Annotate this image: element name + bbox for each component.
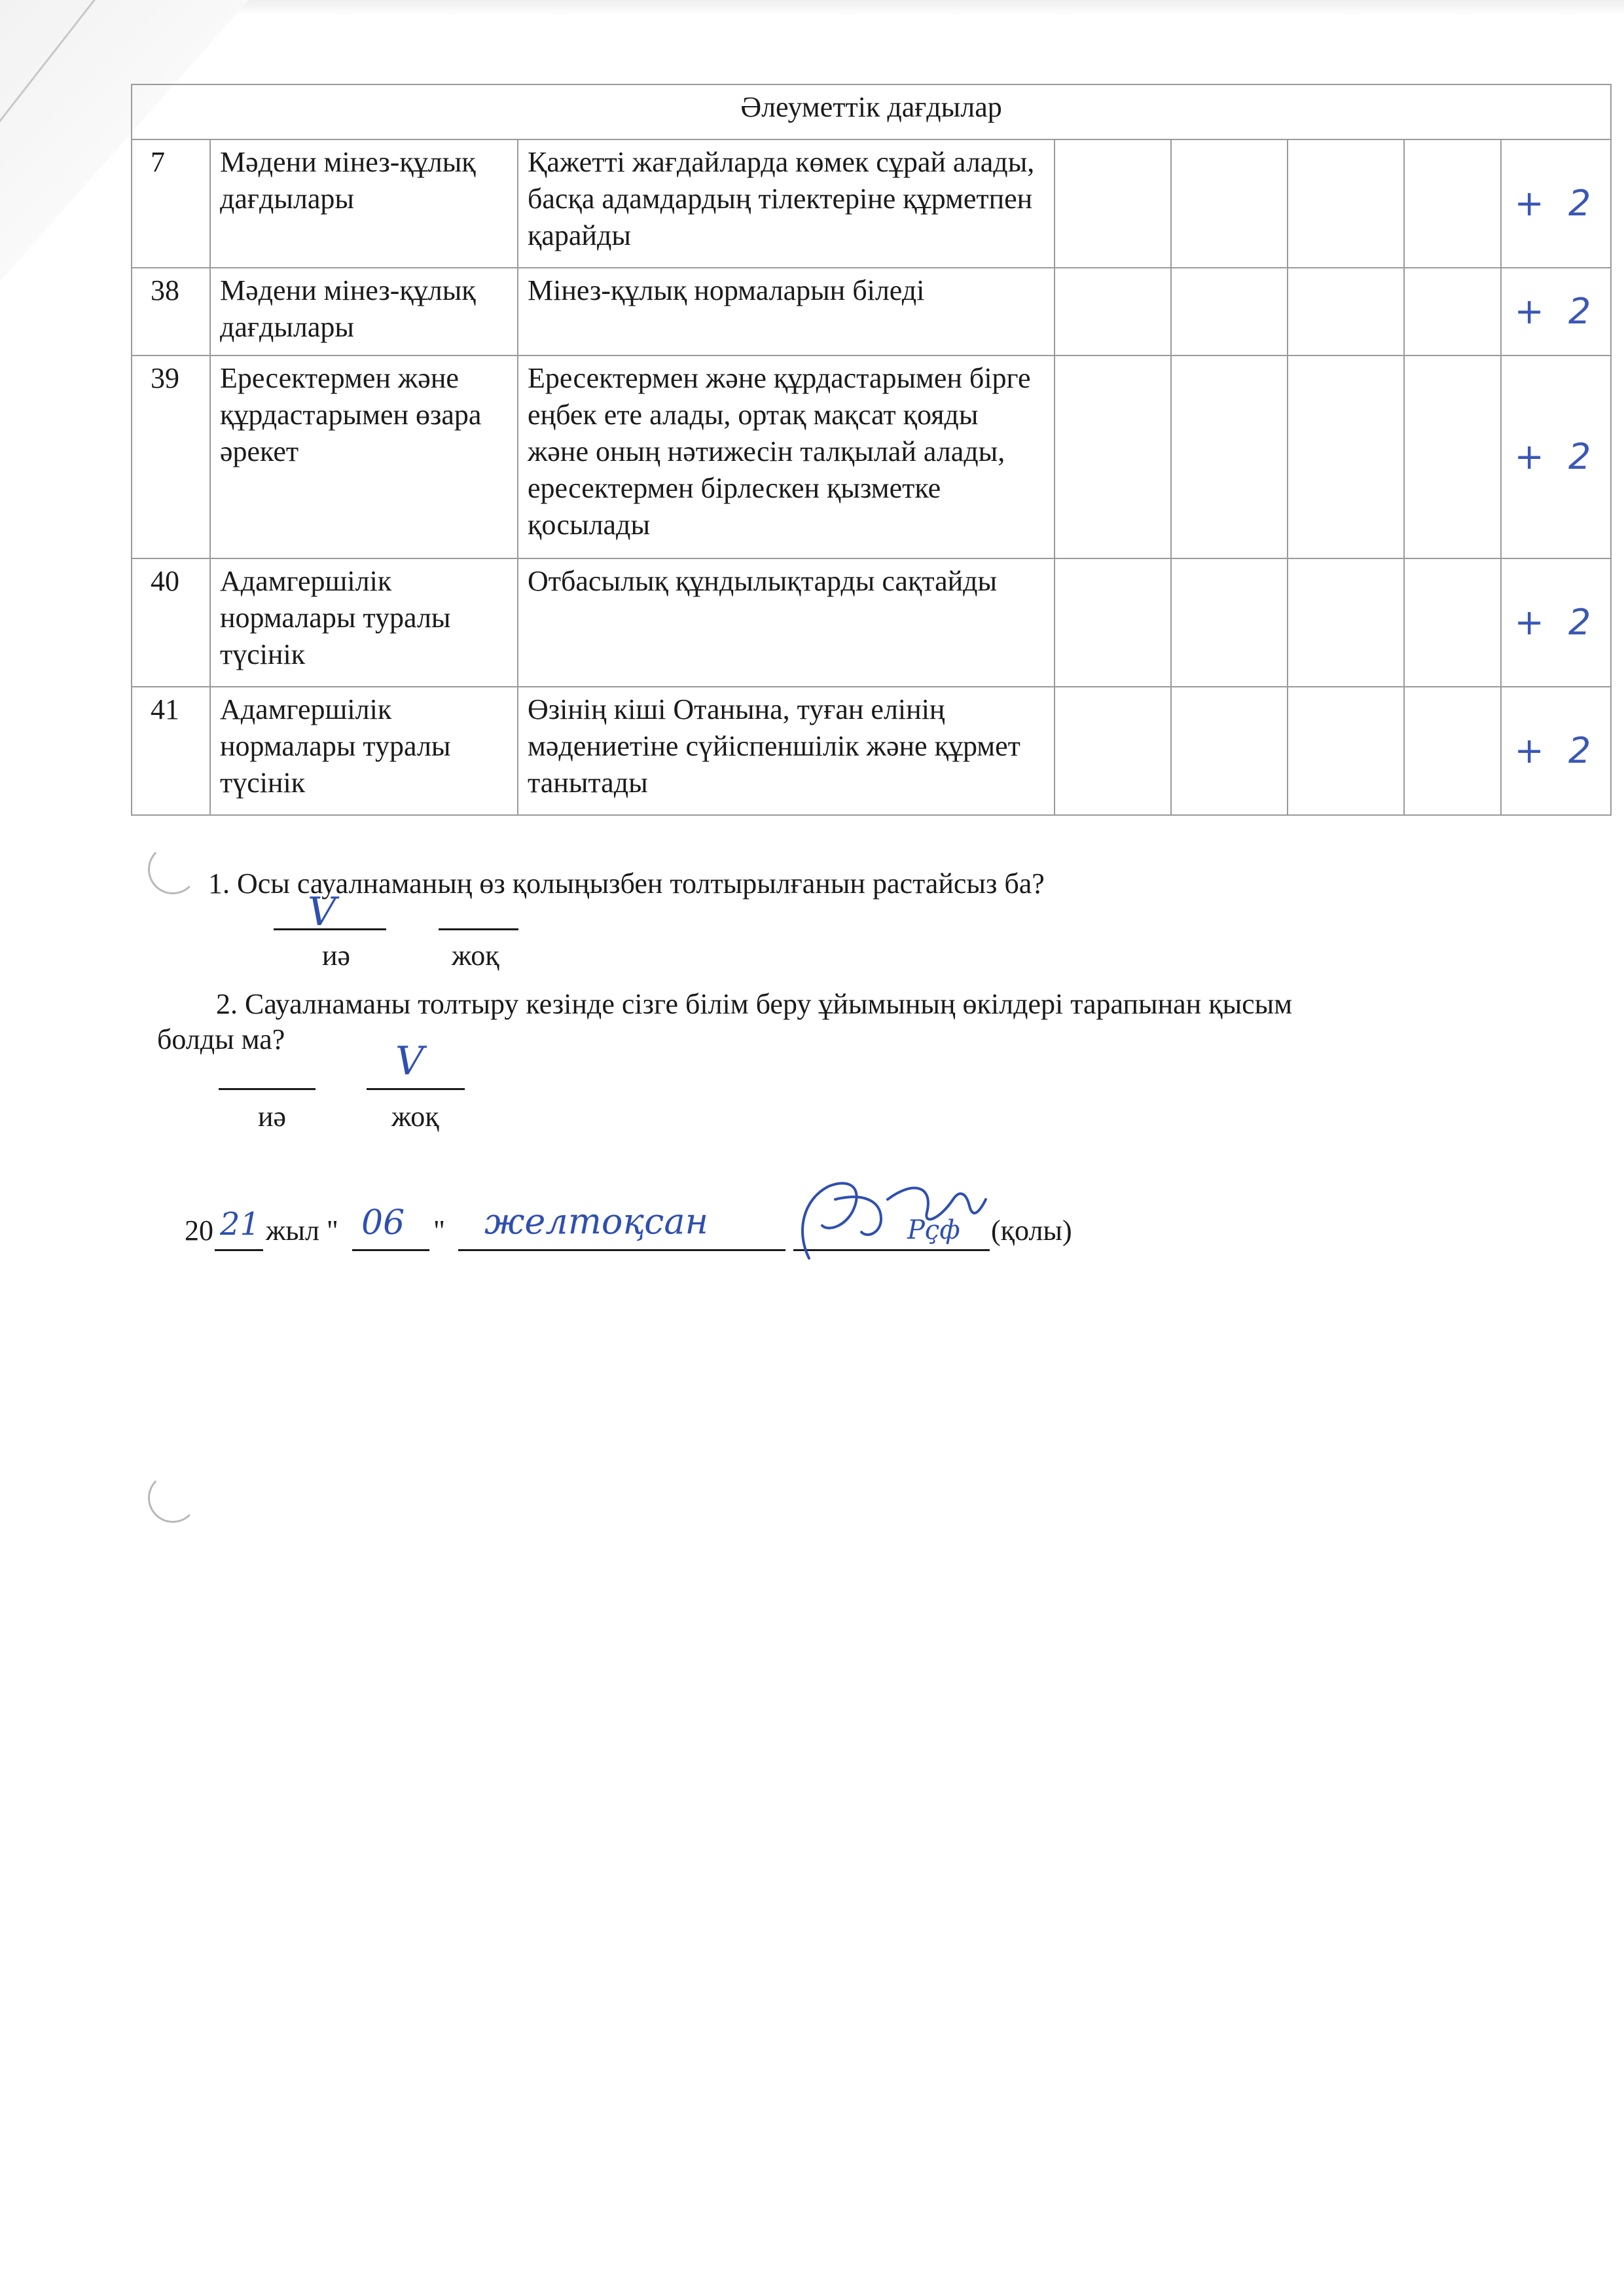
empty-cell: [1171, 268, 1288, 355]
empty-cell: [1404, 355, 1501, 558]
empty-cell: [1055, 355, 1171, 558]
q1-yes-label: иә: [322, 939, 351, 972]
empty-cell: [1171, 139, 1288, 268]
day-handwritten: 06: [361, 1203, 405, 1243]
table-row: [132, 139, 1611, 268]
skills-table: [131, 84, 1612, 816]
punch-hole-mark: [148, 1473, 198, 1523]
table-row: [132, 355, 1611, 558]
skill-description: Өзінің кіші Отанына, туған елінің мәдениетіне сүйіспеншілік және құрмет танытады: [518, 687, 1055, 815]
skill-description: Қажетті жағдайларда көмек сұрай алады, басқа адамдардың тілектеріне құрметпен қарайды: [518, 139, 1055, 268]
score-mark: + 2: [1501, 687, 1611, 815]
score-mark: + 2: [1501, 268, 1611, 355]
signature-drawing: [783, 1160, 999, 1291]
q2-no-label: жоқ: [391, 1101, 439, 1133]
year-handwritten: 21: [220, 1206, 261, 1243]
empty-cell: [1288, 558, 1404, 687]
empty-cell: [1404, 687, 1501, 815]
signature-text: Рҫф: [907, 1215, 960, 1245]
q2-check-mark: V: [395, 1038, 424, 1084]
skill-description: Отбасылық құндылықтарды сақтайды: [518, 558, 1055, 687]
section-header-row: [132, 84, 1611, 139]
score-mark: + 2: [1501, 558, 1611, 687]
punch-hole-mark: [148, 845, 198, 894]
row-number: 7: [132, 139, 210, 268]
empty-cell: [1288, 139, 1404, 268]
skill-name: Ересектермен және құрдастарымен өзара әрекет: [210, 355, 518, 558]
skill-name: Адамгершілік нормалары туралы түсінік: [210, 558, 518, 687]
skill-description: Мінез-құлық нормаларын біледі: [518, 268, 1055, 355]
q1-no-line: [439, 889, 518, 930]
table-row: [132, 268, 1611, 355]
year-prefix: 20: [185, 1214, 213, 1247]
empty-cell: [1055, 687, 1171, 815]
table-row: [132, 687, 1611, 815]
empty-cell: [1171, 558, 1288, 687]
year-word: жыл ": [266, 1214, 338, 1247]
empty-cell: [1055, 268, 1171, 355]
empty-cell: [1288, 687, 1404, 815]
skill-name: Мәдени мінез-құлық дағдылары: [210, 139, 518, 268]
question-1-text: 1. Осы сауалнаманың өз қолыңызбен толтырылғанын растайсыз ба?: [208, 867, 1045, 900]
q2-yes-line: [219, 1049, 316, 1090]
empty-cell: [1404, 558, 1501, 687]
skill-description: Ересектермен және құрдастарымен бірге еңбек ете алады, ортақ мақсат қояды және оның нәтижесін талқылай алады, ересектермен бірлескен қызметке қосылады: [518, 355, 1055, 558]
q2-yes-label: иә: [258, 1101, 287, 1133]
skill-name: Мәдени мінез-құлық дағдылары: [210, 268, 518, 355]
question-2-text-line1: 2. Сауалнаманы толтыру кезінде сізге білім беру ұйымының өкілдері тарапынан қысым: [216, 988, 1293, 1020]
row-number: 41: [132, 687, 210, 815]
empty-cell: [1288, 268, 1404, 355]
empty-cell: [1404, 139, 1501, 268]
row-number: 38: [132, 268, 210, 355]
table-row: [132, 558, 1611, 687]
skill-name: Адамгершілік нормалары туралы түсінік: [210, 687, 518, 815]
day-quote-close: ": [433, 1214, 445, 1247]
q1-check-mark: V: [308, 889, 336, 935]
month-handwritten: желтоқсан: [484, 1201, 709, 1242]
row-number: 39: [132, 355, 210, 558]
signature-label: (қолы): [991, 1214, 1072, 1247]
score-mark: + 2: [1501, 355, 1611, 558]
empty-cell: [1171, 687, 1288, 815]
empty-cell: [1404, 268, 1501, 355]
empty-cell: [1171, 355, 1288, 558]
empty-cell: [1055, 139, 1171, 268]
section-title: Әлеуметтік дағдылар: [132, 84, 1611, 139]
row-number: 40: [132, 558, 210, 687]
empty-cell: [1055, 558, 1171, 687]
question-2-text-line2: болды ма?: [157, 1023, 285, 1055]
q1-no-label: жоқ: [452, 939, 499, 972]
score-mark: + 2: [1501, 139, 1611, 268]
empty-cell: [1288, 355, 1404, 558]
